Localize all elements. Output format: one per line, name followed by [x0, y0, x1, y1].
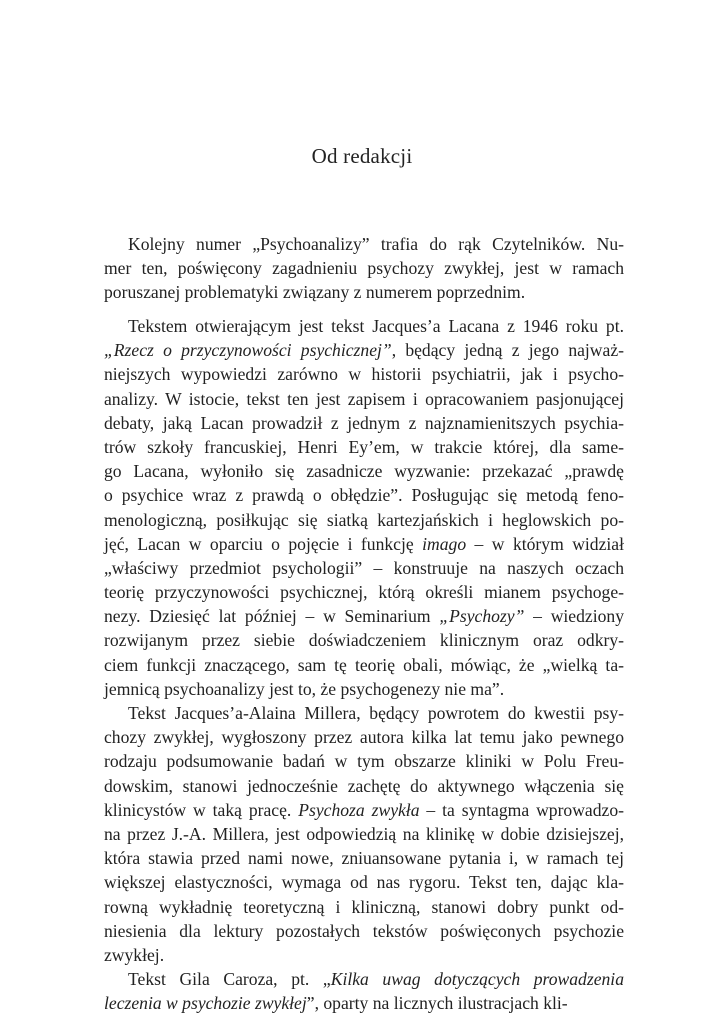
text-segment: mer ten, poświęcony zagadnieniu psychozy zwykłej, jest w ramach: [104, 258, 624, 279]
text-segment: która stawia przed nami nowe, zniuansowane pytania i, w ramach tej: [104, 848, 624, 869]
text-segment: Tekst Jacques’a-Alaina Millera, będący powrotem do kwestii psy-: [128, 703, 624, 723]
text-line: [104, 556, 624, 580]
text-line: [104, 232, 624, 256]
text-line: [104, 774, 624, 798]
text-segment: „właściwy przedmiot psychologii” – konstruuje na naszych oczach: [104, 557, 624, 578]
text-line: [104, 280, 624, 304]
text-line: [104, 435, 624, 459]
italic-text: Kilka uwag dotyczących prowadzenia: [330, 969, 624, 990]
text-line: [104, 701, 624, 725]
text-segment: zwykłej.: [104, 944, 165, 965]
text-line: [104, 653, 624, 677]
text-segment: większej elastyczności, wymaga od nas rygoru. Tekst ten, dając kla-: [104, 872, 624, 893]
text-segment: chozy zwykłej, wygłoszony przez autora kilka lat temu jako pewnego: [104, 727, 624, 748]
italic-text: „Psychozy”: [439, 606, 525, 627]
text-line: [104, 967, 624, 991]
text-segment: niesienia dla lektury pozostałych tekstów poświęconych psychozie: [104, 920, 624, 941]
italic-text: Psychoza zwykła: [298, 799, 420, 820]
text-segment: debaty, jaką Lacan prowadził z jednym z najznamienitszych psychia-: [104, 412, 624, 433]
text-segment: Kolejny numer „Psychoanalizy” trafia do rąk Czytelników. Nu-: [128, 234, 624, 254]
text-line: [104, 870, 624, 894]
text-segment: na przez J.-A. Millera, jest odpowiedzią na klinikę w dobie dzisiejszej,: [104, 823, 624, 844]
text-line: [104, 846, 624, 870]
text-line: [104, 991, 624, 1015]
text-line: [104, 749, 624, 773]
text-line: [104, 919, 624, 943]
text-line: [104, 725, 624, 749]
text-segment: Tekstem otwierającym jest tekst Jacques’a Lacana z 1946 roku pt.: [128, 316, 624, 336]
text-segment: jemnicą psychoanalizy jest to, że psychogenezy nie ma”.: [104, 678, 505, 699]
text-segment: rodzaju podsumowanie badań w tym obszarze kliniki w Polu Freu-: [104, 751, 624, 772]
text-line: [104, 604, 624, 628]
italic-text: leczenia w psychozie zwykłej: [104, 993, 307, 1014]
text-segment: dowskim, stanowi jednocześnie zachętę do aktywnego włączenia się: [104, 775, 624, 796]
text-line: [104, 532, 624, 556]
body-text: [104, 314, 624, 1015]
text-line: [104, 895, 624, 919]
text-line: [104, 362, 624, 386]
text-line: [104, 459, 624, 483]
text-line: [104, 628, 624, 652]
text-segment: – wiedziony: [524, 606, 624, 627]
text-segment: rozwijanym przez siebie doświadczeniem klinicznym oraz odkry-: [104, 630, 624, 651]
text-segment: go Lacana, wyłoniło się zasadnicze wyzwanie: przekazać „prawdę: [104, 461, 624, 482]
text-line: [104, 411, 624, 435]
text-line: [104, 338, 624, 362]
text-segment: jęć, Lacan w oparciu o pojęcie i funkcję: [104, 533, 423, 554]
text-line: [104, 256, 624, 280]
text-segment: ”, oparty na licznych ilustracjach kli-: [306, 993, 568, 1014]
text-segment: teorię przyczynowości psychicznej, którą określi mianem psychoge-: [104, 582, 624, 603]
text-line: [104, 580, 624, 604]
text-segment: klinicystów w taką pracę.: [104, 799, 299, 820]
intro-paragraph: [104, 232, 624, 305]
text-segment: o psychice wraz z prawdą o obłędzie”. Posługując się metodą feno-: [104, 485, 624, 506]
text-line: [104, 508, 624, 532]
page-title: Od redakcji: [311, 144, 413, 168]
text-segment: – w którym widział: [466, 533, 624, 554]
text-segment: trów szkoły francuskiej, Henri Ey’em, w trakcie której, dla same-: [104, 436, 624, 457]
text-line: [104, 943, 624, 967]
text-segment: rowną wykładnię teoretyczną i kliniczną, stanowi dobry punkt od-: [104, 896, 624, 917]
text-segment: poruszanej problematyki związany z numerem poprzednim.: [104, 282, 526, 303]
text-line: [104, 798, 624, 822]
text-segment: Tekst Gila Caroza, pt. „: [128, 969, 331, 990]
italic-text: imago: [422, 533, 467, 554]
text-segment: menologiczną, posiłkując się siatką kartezjańskich i heglowskich po-: [104, 509, 624, 530]
text-line: [104, 387, 624, 411]
italic-text: „Rzecz o przyczynowości psychicznej”: [104, 340, 392, 361]
text-segment: niejszych wypowiedzi zarówno w historii psychiatrii, jak i psycho-: [104, 364, 624, 385]
text-segment: analizy. W istocie, tekst ten jest zapisem i opracowaniem pasjonującej: [104, 388, 624, 409]
text-line: [104, 822, 624, 846]
text-line: [104, 483, 624, 507]
text-line: [104, 677, 624, 701]
text-segment: ciem funkcji znaczącego, sam tę teorię obali, mówiąc, że „wielką ta-: [104, 654, 624, 675]
text-segment: – ta syntagma wprowadzo-: [419, 799, 625, 820]
text-line: [104, 314, 624, 338]
text-segment: nezy. Dziesięć lat później – w Seminarium: [104, 606, 440, 627]
text-segment: , będący jedną z jego najważ-: [391, 340, 624, 361]
